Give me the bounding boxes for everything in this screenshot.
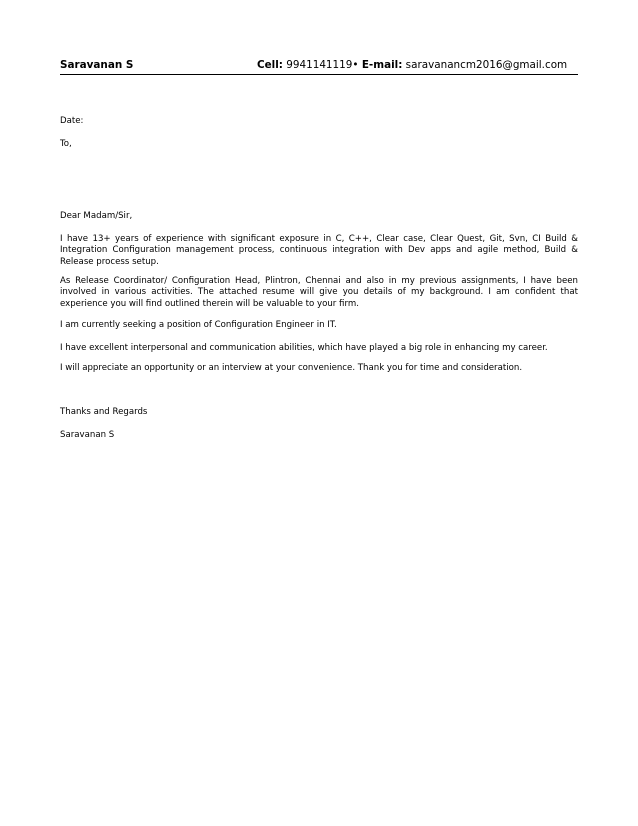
paragraph-experience: I have 13+ years of experience with significant exposure in C, C++, Clear case, Clear Quest, Git, Svn, CI Build & Integration Configuration management process, continuous integration with Dev apps and agile method, Build & Release process setup. bbox=[60, 234, 578, 267]
sender-name: Saravanan S bbox=[60, 59, 134, 71]
paragraph-role: As Release Coordinator/ Configuration Head, Plintron, Chennai and also in my previous assignments, I have been involved in various activities. The attached resume will give you details of my background. I am confident that experience you will find outlined therein will be valuable to your firm. bbox=[60, 276, 578, 309]
salutation: Dear Madam/Sir, bbox=[60, 211, 133, 221]
signature-name: Saravanan S bbox=[60, 430, 115, 440]
letter-header bbox=[60, 57, 578, 75]
paragraph-seeking: I am currently seeking a position of Configuration Engineer in IT. bbox=[60, 320, 337, 330]
to-label: To, bbox=[60, 139, 72, 149]
paragraph-appreciation: I will appreciate an opportunity or an interview at your convenience. Thank you for time and consideration. bbox=[60, 363, 523, 373]
cell-number: 9941141119 bbox=[286, 59, 353, 71]
date-label: Date: bbox=[60, 116, 84, 126]
contact-info bbox=[257, 58, 567, 72]
paragraph-abilities: I have excellent interpersonal and communication abilities, which have played a big role in enhancing my career. bbox=[60, 343, 548, 353]
closing: Thanks and Regards bbox=[60, 407, 148, 417]
cell-label: Cell: bbox=[257, 59, 283, 71]
email-address: saravanancm2016@gmail.com bbox=[405, 59, 568, 71]
email-label: E-mail: bbox=[361, 59, 403, 71]
separator-bullet: • bbox=[352, 59, 359, 71]
